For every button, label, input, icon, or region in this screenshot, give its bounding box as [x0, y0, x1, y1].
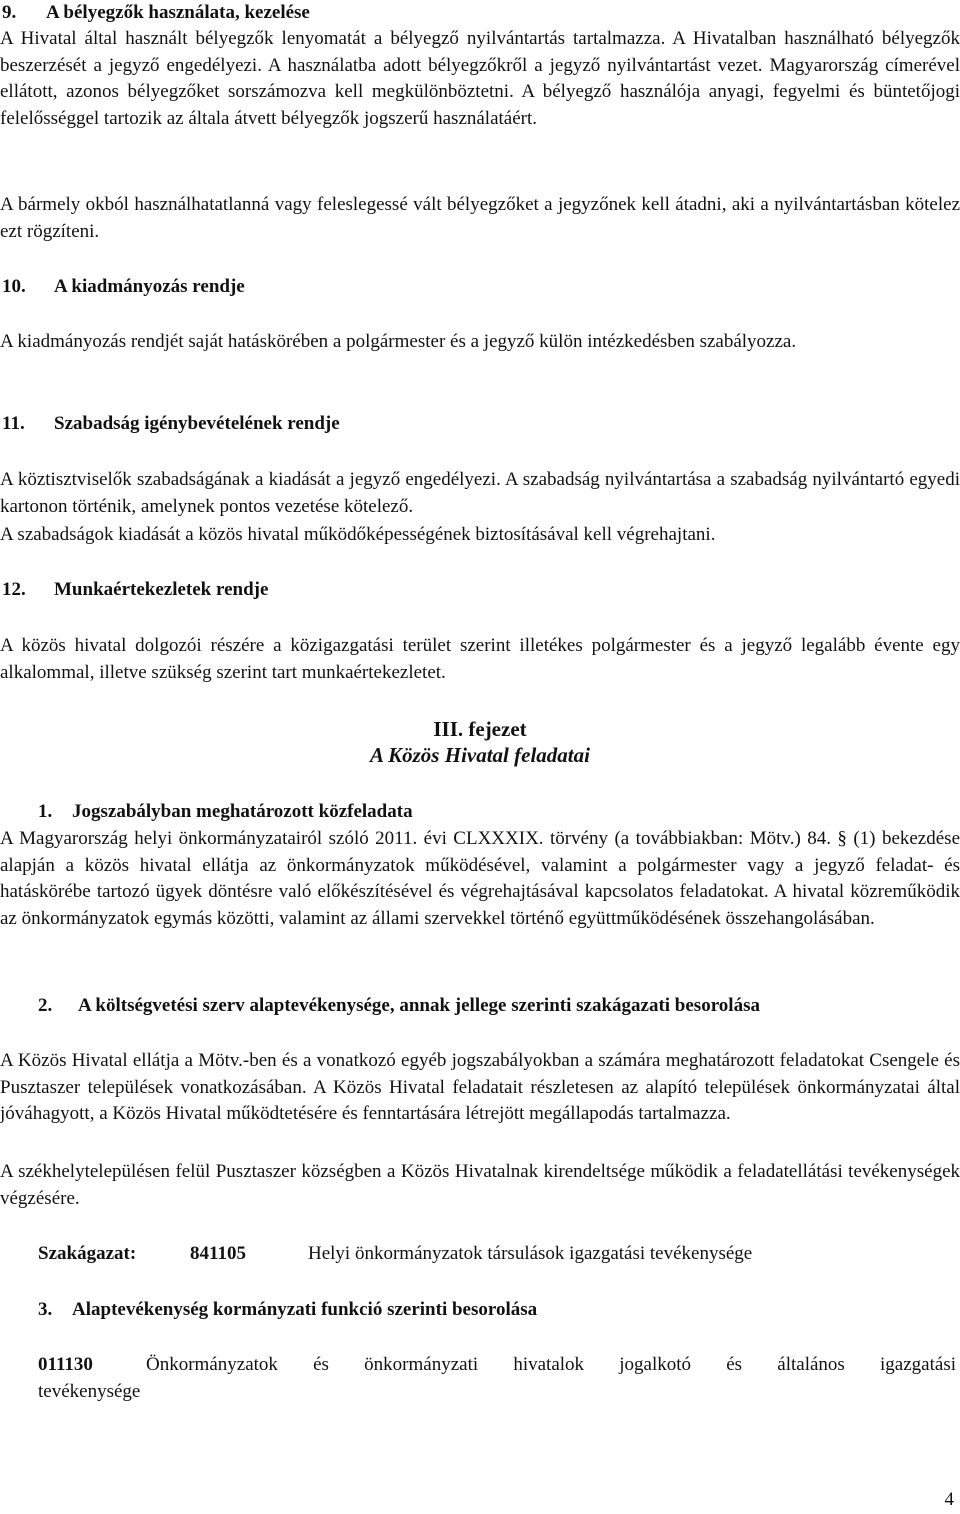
section-title: Alaptevékenység kormányzati funkció szerinti besorolása: [72, 1299, 538, 1320]
chapter-section-3-heading: [38, 1297, 537, 1324]
section-title: A kiadmányozás rendje: [54, 276, 245, 297]
section-number: 2.: [38, 995, 53, 1016]
function-description-line-1: Önkormányzatok és önkormányzati hivatalok jogalkotó és általános igazgatási: [146, 1354, 956, 1375]
section-11-paragraph-2: A szabadságok kiadását a közös hivatal működőképességének biztosításával kell végrehajtani.: [0, 524, 716, 545]
chapter-section-2-heading: [38, 993, 760, 1020]
sector-classification-row: [38, 1241, 752, 1268]
section-9-paragraph-1: A Hivatal által használt bélyegzők lenyomatát a bélyegző nyilvántartás tartalmazza. A Hivatalban használható bélyegzők beszerzését a jegyző engedélyezi. A használatba adott bélyegzőkről a jegyző nyilvántartást vezet. Magyarország címerével ellátott, azonos bélyegzőket sorszámozva kell megkülönböztetni. A bélyegző használója anyagi, fegyelmi és büntetőjogi felelősséggel tartozik az általa átvett bélyegzők jogszerű használatáért.: [0, 28, 960, 129]
chapter-section-2-paragraph-2: A székhelytelepülésen felül Pusztaszer községben a Közös Hivatalnak kirendeltsége működik a feladatellátási tevékenységek végzésére.: [0, 1161, 960, 1209]
sector-code: 841105: [190, 1243, 246, 1264]
section-title: Jogszabályban meghatározott közfeladata: [72, 801, 413, 822]
function-classification-row: [38, 1352, 960, 1379]
sector-label: Szakágazat:: [38, 1243, 137, 1264]
chapter-section-2-paragraph-1: A Közös Hivatal ellátja a Mötv.-ben és a vonatkozó egyéb jogszabályokban a számára meghatározott feladatokat Csengele és Pusztaszer települések vonatkozásában. A Közös Hivatal feladatait részletesen az alapító települések önkormányzatai által jóváhagyott, a Közös Hivatal működtetésére és fenntartására létrejött megállapodás tartalmazza.: [0, 1050, 960, 1124]
sector-description: Helyi önkormányzatok társulások igazgatási tevékenysége: [308, 1243, 753, 1264]
section-title: A költségvetési szerv alaptevékenysége, annak jellege szerinti szakágazati besorolása: [78, 995, 760, 1016]
section-12-paragraph-1: A közös hivatal dolgozói részére a közigazgatási terület szerint illetékes polgármester és a jegyző legalább évente egy alkalommal, illetve szükség szerint tart munkaértekezletet.: [0, 635, 960, 683]
section-number: 1.: [38, 801, 53, 822]
chapter-title: A Közös Hivatal feladatai: [370, 743, 590, 767]
section-number: 12.: [2, 579, 26, 600]
section-9-heading: [2, 0, 310, 27]
page-number: 4: [944, 1489, 954, 1510]
section-9-paragraph-2: A bármely okból használhatatlanná vagy feleslegessé vált bélyegzőket a jegyzőnek kell átadni, aki a nyilvántartásban kötelez ezt rögzíteni.: [0, 194, 960, 242]
section-title: Szabadság igénybevételének rendje: [54, 413, 340, 434]
section-number: 10.: [2, 276, 26, 297]
chapter-number: III. fejezet: [433, 717, 527, 741]
section-title: Munkaértekezletek rendje: [54, 579, 269, 600]
section-10-heading: [2, 274, 245, 301]
section-12-heading: [2, 577, 268, 604]
function-code: 011130: [38, 1354, 93, 1375]
section-number: 11.: [2, 413, 25, 434]
section-11-paragraph-1: A köztisztviselők szabadságának a kiadását a jegyző engedélyezi. A szabadság nyilvántartása a szabadság nyilvántartó egyedi kartonon történik, amelynek pontos vezetése kötelező.: [0, 469, 960, 517]
section-number: 3.: [38, 1299, 53, 1320]
section-10-paragraph-1: A kiadmányozás rendjét saját hatáskörében a polgármester és a jegyző külön intézkedésben szabályozza.: [0, 331, 797, 352]
section-11-heading: [2, 411, 340, 438]
section-title: A bélyegzők használata, kezelése: [46, 2, 310, 23]
chapter-section-1-paragraph-1: A Magyarország helyi önkormányzatairól szóló 2011. évi CLXXXIX. törvény (a továbbiakban: Mötv.) 84. § (1) bekezdése alapján a közös hivatal ellátja az önkormányzatok működésével, valamint a polgármester vagy a jegyző feladat- és hatáskörébe tartozó ügyek döntésre való előkészítésével és végrehajtásával kapcsolatos feladatokat. A hivatal közreműködik az önkormányzatok egymás közötti, valamint az állami szervekkel történő együttműködésének összehangolásában.: [0, 828, 960, 929]
chapter-section-1-heading: [38, 799, 413, 826]
function-description-line-2: tevékenysége: [38, 1381, 141, 1402]
section-number: 9.: [2, 2, 17, 23]
